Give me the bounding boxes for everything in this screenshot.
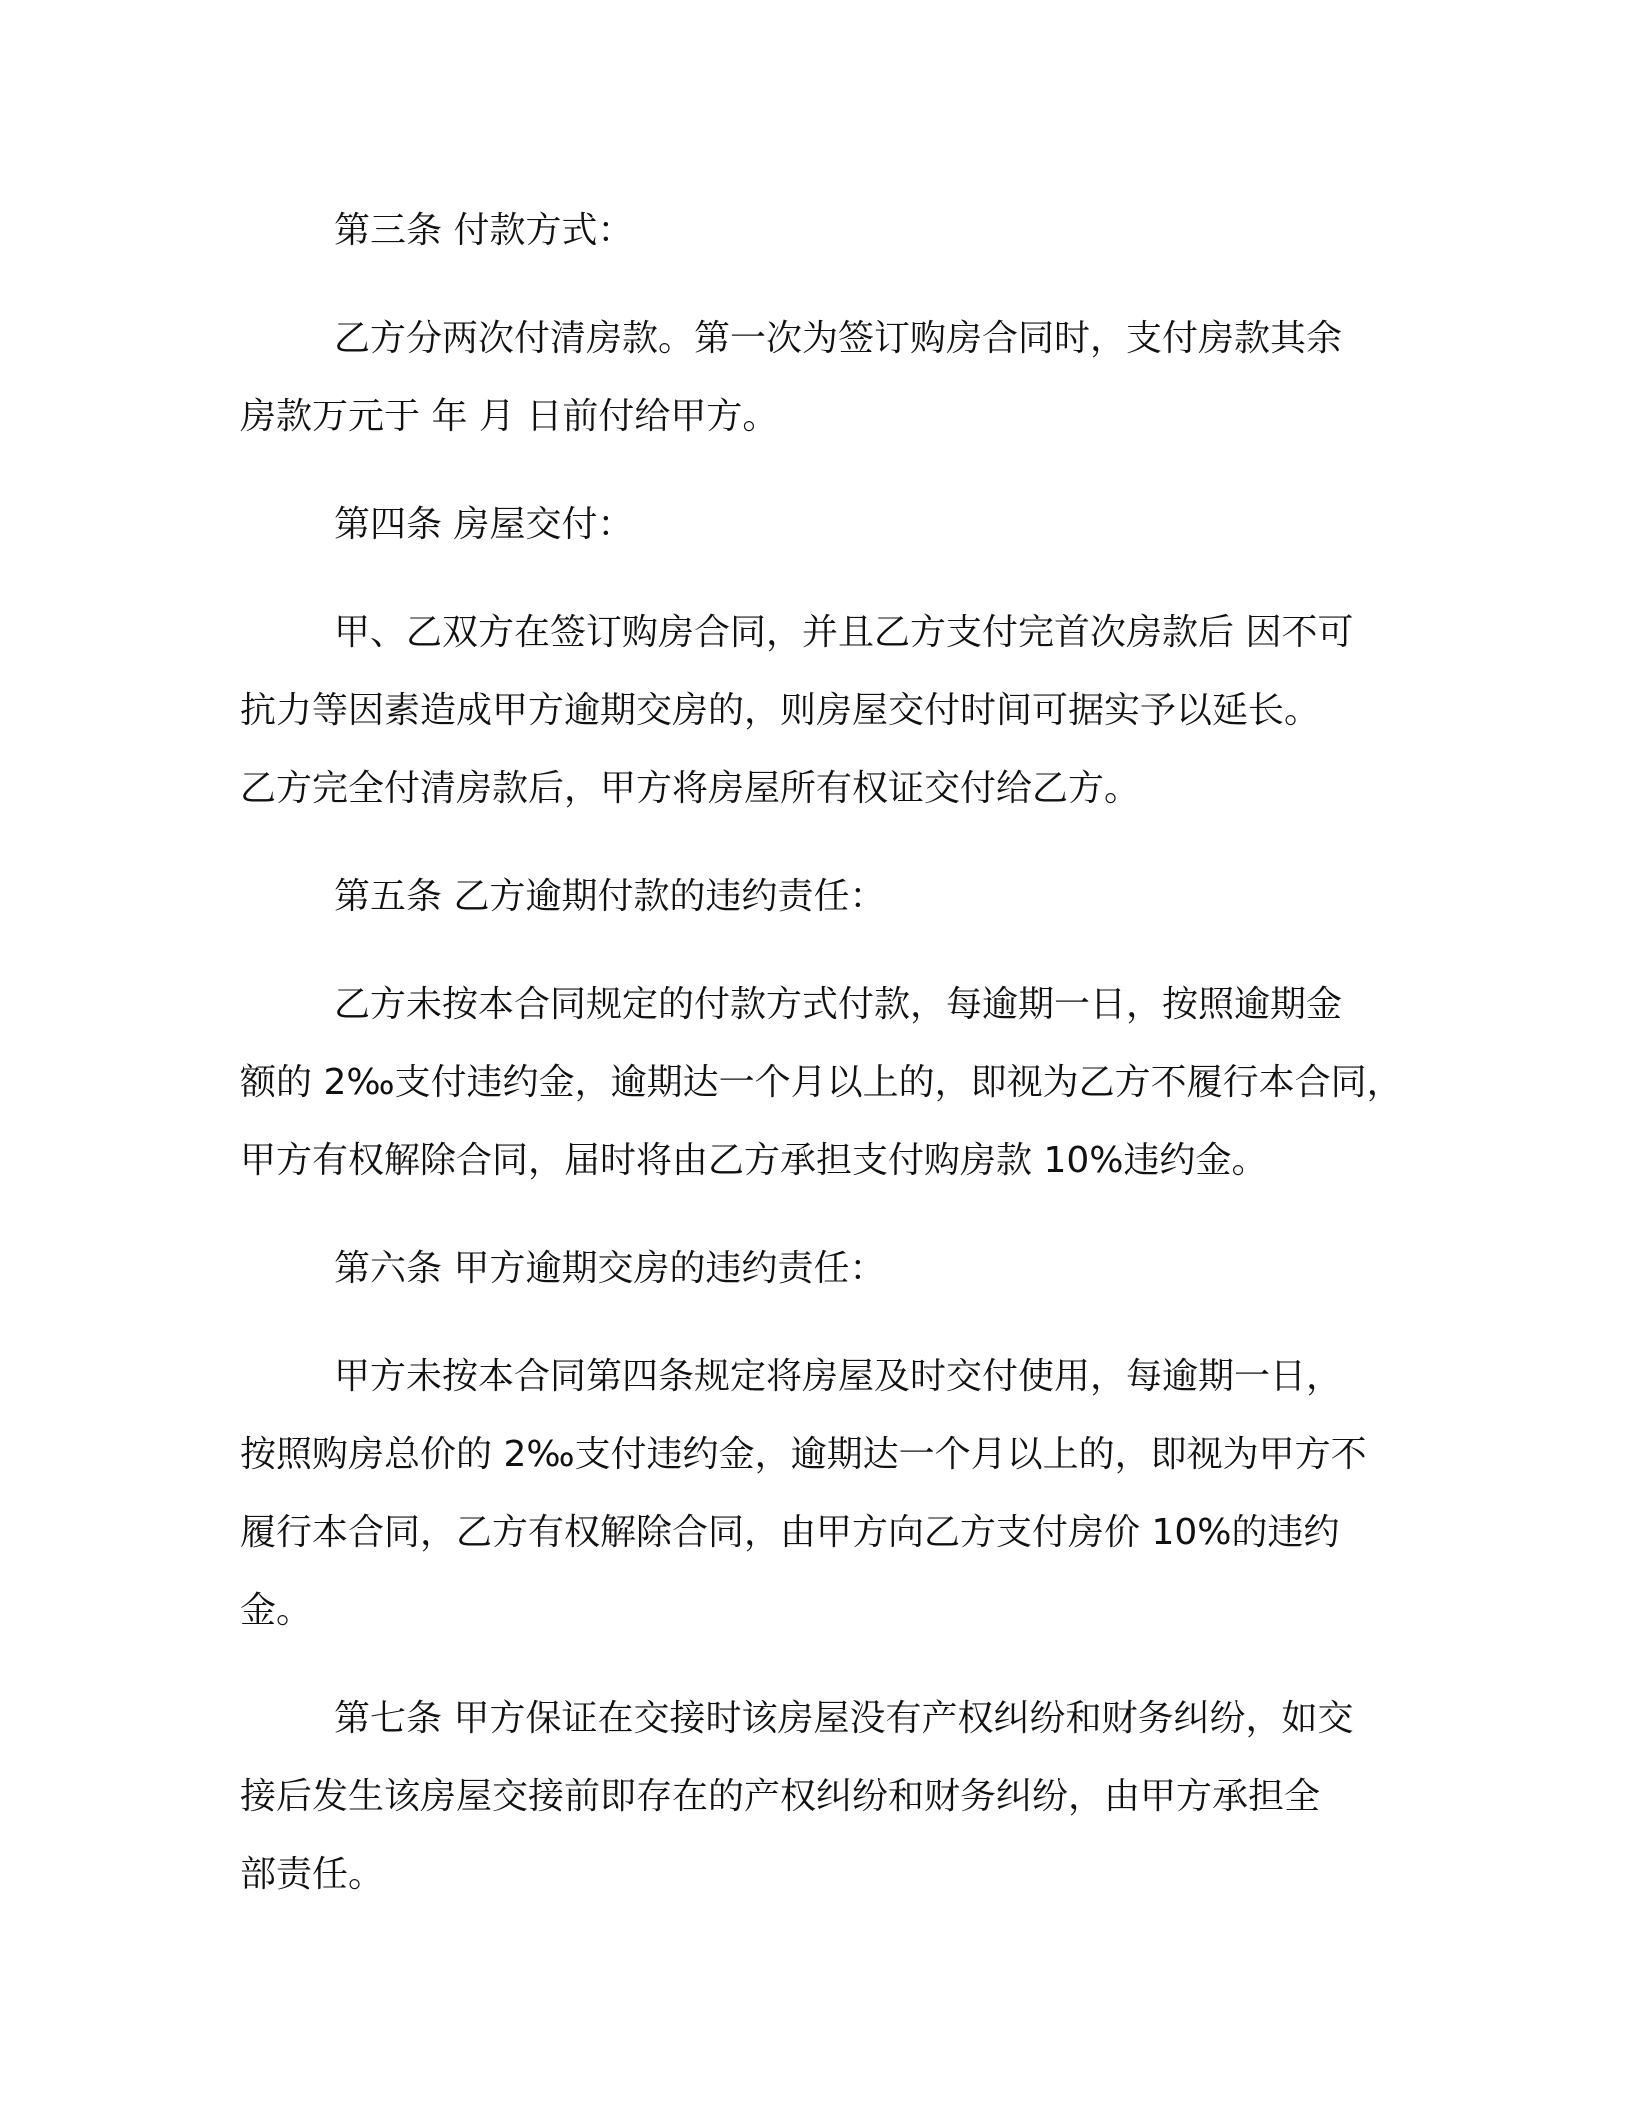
paragraph-line: 部责任。 [240,1854,385,1895]
paragraph-line: 履行本合同，乙方有权解除合同，由甲方向乙方支付房价 10%的违约 [240,1512,1340,1553]
article-4-paragraph [240,594,1408,828]
article-3-paragraph [240,300,1408,456]
paragraph-line: 按照购房总价的 2‰支付违约金，逾期达一个月以上的，即视为甲方不 [240,1434,1367,1475]
paragraph-line: 房款万元于 年 月 日前付给甲方。 [240,396,779,437]
paragraph-line: 第七条 甲方保证在交接时该房屋没有产权纠纷和财务纠纷，如交 [334,1698,1354,1739]
paragraph-line: 接后发生该房屋交接前即存在的产权纠纷和财务纠纷，由甲方承担全 [240,1776,1321,1817]
paragraph-line: 甲方有权解除合同，届时将由乙方承担支付购房款 10%违约金。 [240,1140,1268,1181]
paragraph-line: 额的 2‰支付违约金，逾期达一个月以上的，即视为乙方不履行本合同， [240,1062,1403,1103]
article-4-heading: 第四条 房屋交付： [334,504,634,545]
paragraph-line: 抗力等因素造成甲方逾期交房的，则房屋交付时间可据实予以延长。 [240,690,1321,731]
article-5-heading: 第五条 乙方逾期付款的违约责任： [334,876,886,917]
paragraph-line: 乙方未按本合同规定的付款方式付款，每逾期一日，按照逾期金 [334,984,1343,1025]
article-3-heading: 第三条 付款方式： [334,210,634,251]
paragraph-line: 甲方未按本合同第四条规定将房屋及时交付使用，每逾期一日， [334,1356,1343,1397]
paragraph-line: 乙方完全付清房款后，甲方将房屋所有权证交付给乙方。 [240,768,1141,809]
document-body [240,192,1408,1914]
paragraph-line: 乙方分两次付清房款。第一次为签订购房合同时，支付房款其余 [334,318,1343,359]
paragraph-line: 甲、乙双方在签订购房合同，并且乙方支付完首次房款后 因不可 [334,612,1354,653]
paragraph-line: 金。 [240,1590,313,1631]
article-6-heading: 第六条 甲方逾期交房的违约责任： [334,1248,886,1289]
article-5-paragraph [240,966,1408,1200]
article-7-paragraph [240,1680,1408,1914]
article-6-paragraph [240,1338,1408,1650]
